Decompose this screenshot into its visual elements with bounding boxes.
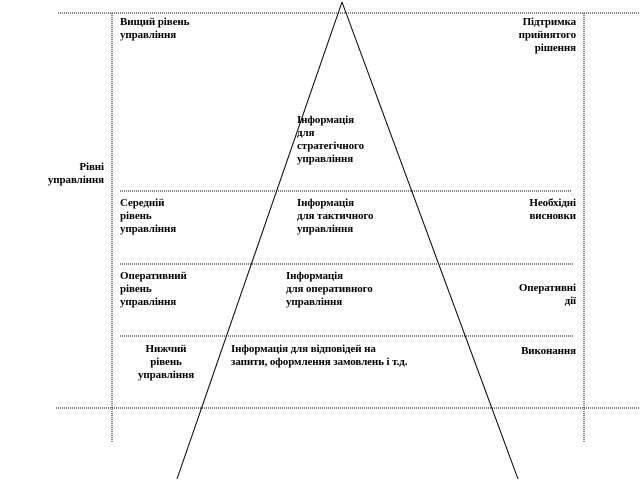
lower-level-action: Виконання — [521, 345, 576, 357]
pyramid-right-side — [342, 2, 518, 479]
pyramid-left-side — [177, 2, 342, 479]
top-level-label: Вищий рівень управління — [120, 16, 190, 41]
operational-level-info: Інформація для оперативного управління — [286, 270, 373, 308]
lower-level-label: Нижчий рівень управління — [137, 343, 195, 381]
lower-level-info: Інформація для відповідей на запити, оформлення замовлень і т.д. — [231, 343, 408, 368]
operational-level-label: Оперативний рівень управління — [120, 270, 187, 308]
operational-level-action: Оперативні дії — [518, 282, 576, 307]
top-level-info: Інформація для стратегічного управління — [297, 114, 365, 165]
middle-level-info: Інформація для тактичного управління — [297, 197, 374, 235]
levels-axis-label: Рівні управління — [47, 161, 104, 186]
top-level-action: Підтримка прийнятого рішення — [518, 16, 576, 54]
middle-level-action: Необхідні висновки — [529, 197, 576, 222]
middle-level-label: Середній рівень управління — [120, 197, 177, 235]
